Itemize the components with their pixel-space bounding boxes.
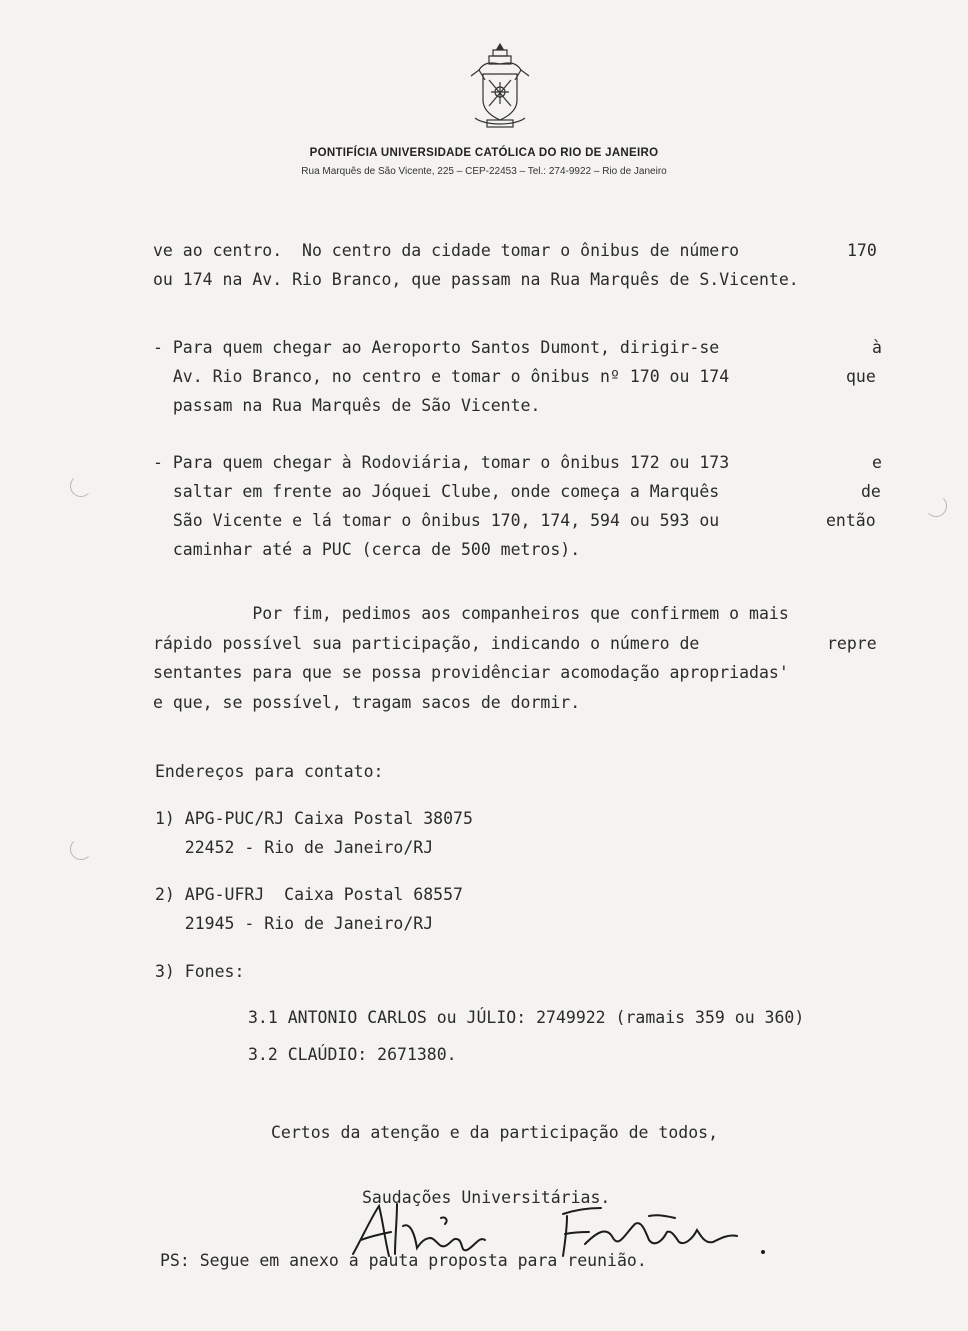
contact-line: 2) APG-UFRJ Caixa Postal 68557 [155,885,463,904]
list-item: São Vicente e lá tomar o ônibus 170, 174, 594 ou 593 ou [153,511,720,530]
paragraph-line: sentantes para que se possa providênciar acomodação apropriadas' [153,663,789,682]
phone-line: 3.1 ANTONIO CARLOS ou JÚLIO: 2749922 (ramais 359 ou 360) [248,1008,805,1027]
institution-address: Rua Marquês de São Vicente, 225 – CEP-22453 – Tel.: 274-9922 – Rio de Janeiro [301,166,667,177]
list-item: saltar em frente ao Jóquei Clube, onde começa a Marquês [153,482,720,501]
body-line-right: à [872,338,882,357]
contact-line: 1) APG-PUC/RJ Caixa Postal 38075 [155,809,473,828]
phone-line: 3.2 CLAÚDIO: 2671380. [248,1045,457,1064]
punch-hole [925,495,947,517]
punch-hole [70,838,92,860]
body-line-right: repre [827,634,877,653]
salutation: Saudações Universitárias. [362,1188,611,1207]
body-line-right: 170 [847,241,877,260]
body-line: ve ao centro. No centro da cidade tomar o ônibus de número [153,241,740,260]
list-item: Av. Rio Branco, no centro e tomar o ônibus nº 170 ou 174 [153,367,730,386]
contacts-heading: Endereços para contato: [155,762,384,781]
closing-line: Certos da atenção e da participação de todos, [271,1123,719,1142]
body-line-right: então [826,511,876,530]
paragraph-line: e que, se possível, tragam sacos de dormir. [153,693,581,712]
list-item: passam na Rua Marquês de São Vicente. [153,396,541,415]
institution-name: PONTIFÍCIA UNIVERSIDADE CATÓLICA DO RIO DE JANEIRO [309,147,659,159]
paragraph-line: rápido possível sua participação, indicando o número de [153,634,700,653]
contact-line: 3) Fones: [155,962,245,981]
paragraph-line: Por fim, pedimos aos companheiros que confirmem o mais [153,604,789,623]
list-item: caminhar até a PUC (cerca de 500 metros). [153,540,581,559]
body-line-right: de [861,482,881,501]
university-crest-icon [465,40,535,132]
body-line-right: que [846,367,876,386]
body-line-right: e [872,453,882,472]
contact-line: 22452 - Rio de Janeiro/RJ [155,838,434,857]
contact-line: 21945 - Rio de Janeiro/RJ [155,914,434,933]
list-item: - Para quem chegar à Rodoviária, tomar o ônibus 172 ou 173 [153,453,730,472]
list-item: - Para quem chegar ao Aeroporto Santos Dumont, dirigir-se [153,338,720,357]
postscript: PS: Segue em anexo a pauta proposta para reunião. [160,1251,647,1270]
punch-hole [70,475,92,497]
body-line: ou 174 na Av. Rio Branco, que passam na Rua Marquês de S.Vicente. [153,270,799,289]
